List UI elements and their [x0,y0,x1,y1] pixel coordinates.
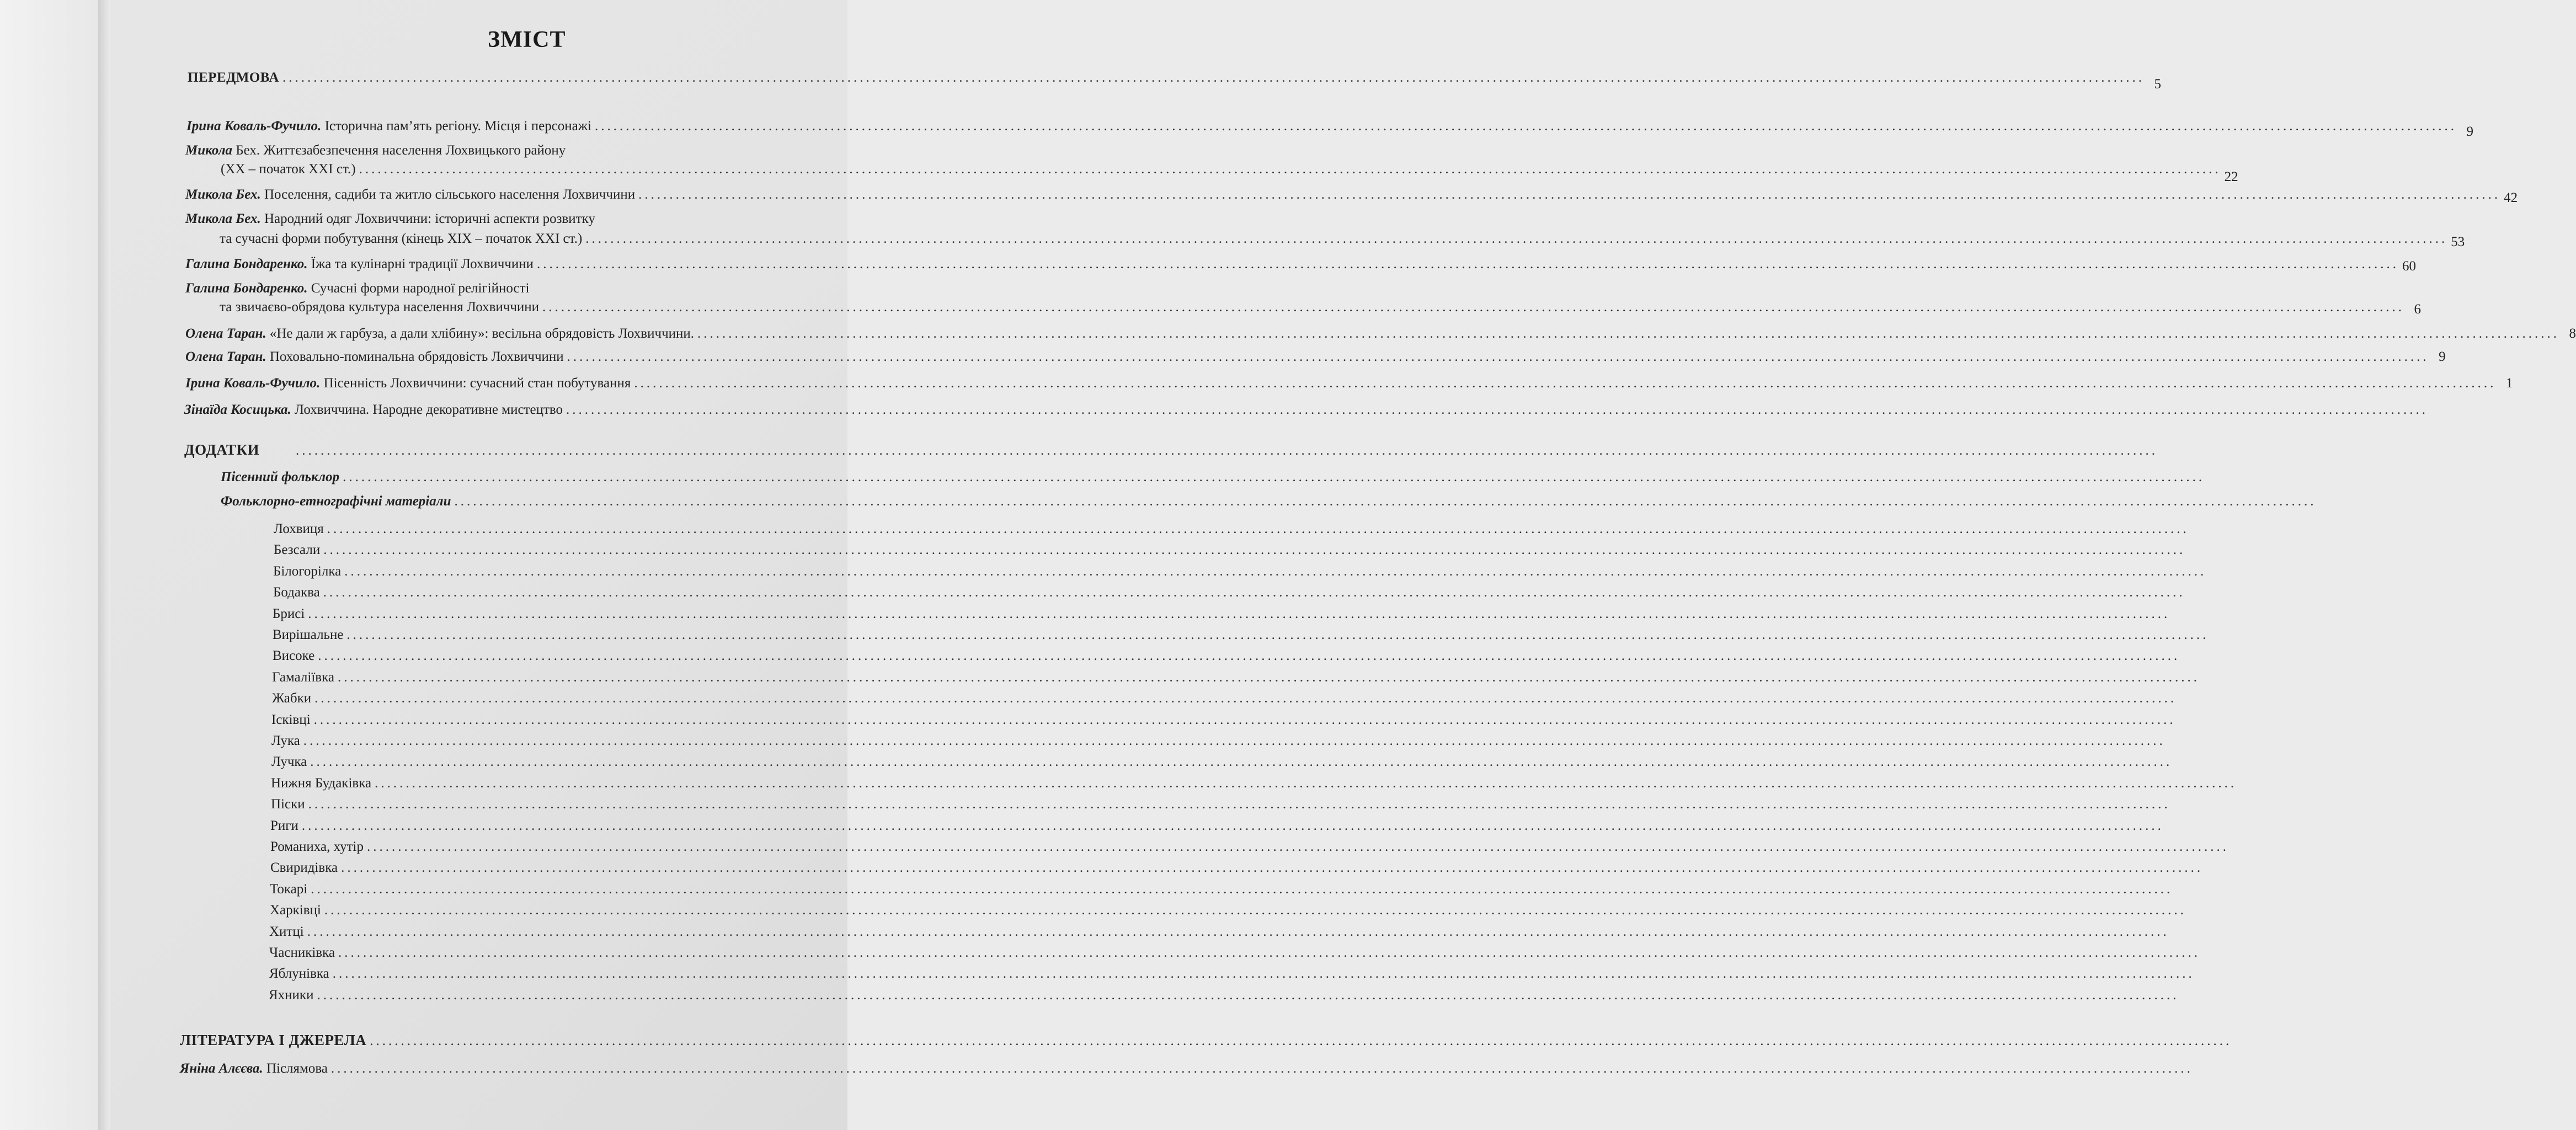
toc-entry-appendices [184,441,2158,459]
leader-dots: ............................................................................................................................................................................................................................................................................................................ [370,1033,2232,1048]
toc-entry-place [269,966,2195,982]
toc-entry-article [185,349,2446,365]
article-author: Зінаїда Косицька. [184,402,291,417]
page-number: 1 [2505,376,2513,391]
leader-dots: ............................................................................................................................................................................................................................................................................................................ [634,376,2497,391]
place-name: Яхники [269,988,314,1003]
toc-entry-afterword [180,1060,2193,1077]
leader-dots: ............................................................................................................................................................................................................................................................................................................ [308,606,2170,621]
leader-dots: ............................................................................................................................................................................................................................................................................................................ [697,326,2560,341]
place-name: Романиха, хутір [270,839,364,854]
leader-dots: ............................................................................................................................................................................................................................................................................................................ [318,648,2180,663]
article-title-line2: (ХХ – початок ХХІ ст.) [221,162,356,177]
article-title: Життєзабезпечення населення Лохвицького району [263,143,566,158]
toc-entry-preface [188,70,2161,92]
toc-entry-place [271,712,2176,728]
toc-entry-article-continued [220,299,2422,317]
toc-entry-place [271,775,2237,792]
place-name: Яблунівка [269,966,329,981]
toc-entry-place [273,606,2170,622]
place-name: Гамаліївка [272,670,334,685]
leader-dots: ............................................................................................................................................................................................................................................................................................................ [367,839,2229,854]
leader-dots: ............................................................................................................................................................................................................................................................................................................ [585,231,2448,246]
article-title: Поховально-поминальна обрядовість Лохвиччини [269,349,564,364]
leader-dots: ............................................................................................................................................................................................................................................................................................................ [313,712,2176,727]
place-name: Високе [273,648,315,663]
preface-label: ПЕРЕДМОВА [188,70,279,85]
appendices-label: ДОДАТКИ [184,441,260,458]
leader-dots: ............................................................................................................................................................................................................................................................................................................ [375,776,2237,791]
article-title: Пісенність Лохвиччини: сучасний стан побутування [323,376,631,391]
leader-dots: ............................................................................................................................................................................................................................................................................................................ [359,162,2221,177]
article-author: Микола Бех. [185,211,261,226]
toc-entry-place [270,881,2173,898]
toc-entry-article [185,211,595,227]
toc-entry-place [273,648,2180,664]
place-name: Ісківці [271,712,311,727]
article-author: Галина Бондаренко. [185,257,308,271]
leader-dots: ............................................................................................................................................................................................................................................................................................................ [542,300,2405,315]
place-name: Брисі [273,606,305,621]
leader-dots: ............................................................................................................................................................................................................................................................................................................ [537,257,2399,271]
toc-entry-literature [180,1032,2232,1049]
facing-page [0,0,99,1130]
place-name: Безсали [274,542,321,557]
toc-entry-article [185,186,2518,205]
toc-entry-place [270,839,2229,855]
place-name: Харківці [270,903,321,918]
place-name: Бодаква [273,585,320,600]
toc-entry-place [271,796,2170,813]
leader-dots: ............................................................................................................................................................................................................................................................................................................ [323,542,2186,557]
article-title-line2: та сучасні форми побутування (кінець ХІХ – початок ХХІ ст.) [220,231,583,246]
article-author: Галина Бондаренко. [185,281,308,296]
leader-dots: ............................................................................................................................................................................................................................................................................................................ [344,564,2207,579]
place-name: Часниківка [269,945,335,960]
leader-dots: ............................................................................................................................................................................................................................................................................................................ [296,443,2158,458]
article-title: Народний одяг Лохвиччини: історичні аспекти розвитку [264,211,595,226]
leader-dots: ............................................................................................................................................................................................................................................................................................................ [454,494,2317,509]
toc-entry-place [269,987,2179,1004]
place-name: Хитці [269,924,304,939]
leader-dots: ............................................................................................................................................................................................................................................................................................................ [566,402,2429,417]
toc-entry-place [274,542,2186,558]
place-name: Свиридівка [270,860,338,875]
place-name: Вирішальне [273,627,344,642]
page-title: ЗМІСТ [488,27,566,52]
page-number: 22 [2224,169,2238,184]
leader-dots: ............................................................................................................................................................................................................................................................................................................ [324,903,2186,918]
toc-entry-place [270,902,2186,919]
toc-entry-place [270,818,2164,834]
leader-dots: ............................................................................................................................................................................................................................................................................................................ [308,797,2170,812]
toc-entry-article-continued [221,161,2238,184]
toc-entry-subsection [221,493,2317,510]
leader-dots: ............................................................................................................................................................................................................................................................................................................ [311,882,2173,897]
leader-dots: ............................................................................................................................................................................................................................................................................................................ [301,818,2164,833]
place-name: Піски [271,797,305,812]
toc-entry-place [270,860,2204,876]
article-author: Ірина Коваль-Фучило. [185,376,321,391]
toc-entry-article [186,118,2473,139]
article-author: Ірина Коваль-Фучило. [186,119,322,134]
place-name: Риги [270,818,298,833]
place-name: Лука [271,733,300,748]
leader-dots: ............................................................................................................................................................................................................................................................................................................ [307,924,2169,939]
leader-dots: ............................................................................................................................................................................................................................................................................................................ [346,627,2209,642]
leader-dots: ............................................................................................................................................................................................................................................................................................................ [338,945,2200,960]
toc-entry-article [185,256,2417,274]
leader-dots: ............................................................................................................................................................................................................................................................................................................ [317,988,2179,1003]
leader-dots: ............................................................................................................................................................................................................................................................................................................ [282,70,2145,85]
leader-dots: ............................................................................................................................................................................................................................................................................................................ [343,470,2205,484]
toc-entry-article [185,326,2576,342]
toc-entry-article [185,375,2513,392]
leader-dots: ............................................................................................................................................................................................................................................................................................................ [327,521,2189,536]
toc-entry-place [273,627,2209,643]
leader-dots: ............................................................................................................................................................................................................................................................................................................ [303,733,2166,748]
leader-dots: ............................................................................................................................................................................................................................................................................................................ [323,585,2185,600]
article-title: Історична пам’ять регіону. Місця і персонажі [324,119,591,134]
toc-entry-place [271,754,2173,770]
afterword-title: Післямова [266,1061,328,1076]
literature-label: ЛІТЕРАТУРА І ДЖЕРЕЛА [180,1032,367,1048]
article-author: Олена Таран. [185,326,266,341]
place-name: Лучка [271,754,307,769]
toc-entry-place [273,584,2185,601]
leader-dots: ............................................................................................................................................................................................................................................................................................................ [314,691,2177,706]
subsection-title: Пісенний фольклор [221,470,340,484]
toc-entry-place [269,945,2200,961]
leader-dots: ............................................................................................................................................................................................................................................................................................................ [310,754,2173,769]
leader-dots: ............................................................................................................................................................................................................................................................................................................ [330,1061,2193,1076]
toc-entry-place [272,669,2200,686]
article-title: Поселення, садиби та житло сільського населення Лохвиччини [264,187,636,202]
article-author-surname: Бех. [236,143,260,158]
toc-entry-article [184,402,2429,418]
leader-dots: ............................................................................................................................................................................................................................................................................................................ [595,119,2457,134]
leader-dots: ............................................................................................................................................................................................................................................................................................................ [337,670,2200,685]
toc-entry-subsection [221,469,2205,486]
place-name: Білогорілка [273,564,342,579]
article-title: Сучасні форми народної релігійності [311,281,530,296]
page-number: 42 [2504,190,2518,205]
place-name: Токарі [270,882,308,897]
page-number: 53 [2451,234,2465,249]
article-title: Їжа та кулінарні традиції Лохвиччини [311,257,534,271]
page-number: 9 [2466,124,2473,139]
article-title-line2: та звичаєво-обрядова культура населення Лохвиччини [220,300,540,315]
toc-entry-place [274,521,2189,537]
afterword-author: Яніна Алєєва. [180,1061,263,1076]
subsection-title: Фольклорно-етнографічні матеріали [221,494,451,509]
book-gutter [98,0,110,1130]
leader-dots: ............................................................................................................................................................................................................................................................................................................ [332,966,2195,981]
toc-entry-article [185,142,566,159]
place-name: Нижня Будаківка [271,776,372,791]
leader-dots: ............................................................................................................................................................................................................................................................................................................ [638,187,2501,202]
leader-dots: ............................................................................................................................................................................................................................................................................................................ [341,860,2204,875]
article-author: Микола [185,143,233,158]
leader-dots: ............................................................................................................................................................................................................................................................................................................ [567,349,2429,364]
toc-entry-article-continued [220,231,2465,249]
page-number: 9 [2439,349,2446,364]
toc-entry-place [271,733,2166,749]
toc-entry-article [185,280,529,297]
page-number: 60 [2402,259,2417,274]
article-title: «Не дали ж гарбуза, а дали хлібину»: весільна обрядовість Лохвиччини. [269,326,695,341]
page-number: 8 [2569,326,2576,341]
page-number: 6 [2414,302,2422,317]
article-author: Олена Таран. [185,349,266,364]
place-name: Лохвиця [274,521,324,536]
toc-entry-place [272,690,2177,707]
place-name: Жабки [272,691,312,706]
article-title: Лохвиччина. Народне декоративне мистецтво [295,402,563,417]
page-number: 5 [2154,77,2161,92]
toc-entry-place [269,924,2169,940]
article-author: Микола Бех. [185,187,261,202]
toc-entry-place [273,563,2207,580]
